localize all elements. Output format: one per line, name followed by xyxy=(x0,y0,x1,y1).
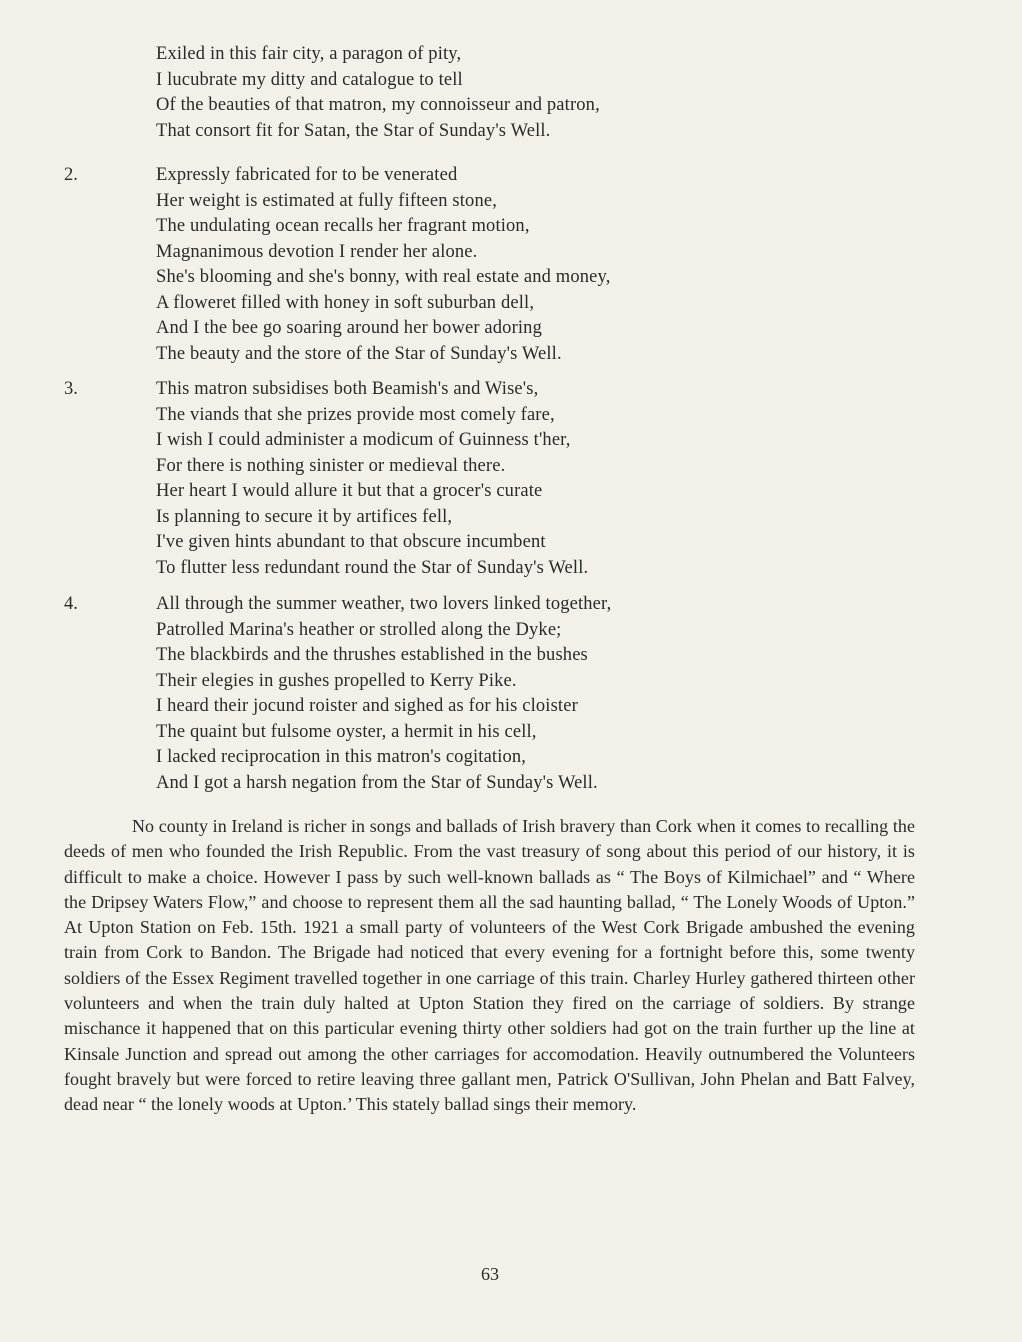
verse-line: Her heart I would allure it but that a grocer's curate xyxy=(156,481,543,501)
verse-line: The blackbirds and the thrushes established in the bushes xyxy=(156,645,588,665)
stanza-lines xyxy=(156,592,611,796)
verse-line: This matron subsidises both Beamish's and Wise's, xyxy=(156,379,539,399)
verse-line: I've given hints abundant to that obscure incumbent xyxy=(156,532,546,552)
stanza-lines xyxy=(156,163,610,367)
verse-line: A floweret filled with honey in soft suburban dell, xyxy=(156,292,535,313)
verse-line: For there is nothing sinister or medieval there. xyxy=(156,455,506,476)
verse-line: And I the bee go soaring around her bower adoring xyxy=(156,318,542,338)
verse-line: And I got a harsh negation from the Star of Sunday's Well. xyxy=(156,772,598,793)
verse-line: She's blooming and she's bonny, with real estate and money, xyxy=(156,267,611,287)
stanza-number: 2. xyxy=(64,165,78,185)
verse-line: That consort fit for Satan, the Star of Sunday's Well. xyxy=(156,120,551,141)
verse-line: All through the summer weather, two lovers linked together, xyxy=(156,594,612,614)
verse-line: Patrolled Marina's heather or strolled along the Dyke; xyxy=(156,619,562,640)
verse-line: To flutter less redundant round the Star of Sunday's Well. xyxy=(156,557,589,578)
verse-line: Exiled in this fair city, a paragon of pity, xyxy=(156,44,462,64)
verse-line: I lacked reciprocation in this matron's cogitation, xyxy=(156,747,527,767)
verse-line: Her weight is estimated at fully fifteen stone, xyxy=(156,190,497,211)
stanza-lines xyxy=(156,377,588,581)
verse-line: Magnanimous devotion I render her alone. xyxy=(156,241,478,262)
verse-line: Their elegies in gushes propelled to Kerry Pike. xyxy=(156,670,517,691)
verse-line: I wish I could administer a modicum of Guinness t'her, xyxy=(156,430,571,450)
verse-line: Is planning to secure it by artifices fell, xyxy=(156,506,453,527)
verse-line: The undulating ocean recalls her fragrant motion, xyxy=(156,216,530,236)
stanza-number: 4. xyxy=(64,594,78,614)
page-number: 63 xyxy=(481,1264,499,1284)
verse-line: Of the beauties of that matron, my connoisseur and patron, xyxy=(156,95,600,115)
verse-line: The viands that she prizes provide most comely fare, xyxy=(156,404,555,425)
verse-line: I lucubrate my ditty and catalogue to tell xyxy=(156,69,463,90)
verse-line: The quaint but fulsome oyster, a hermit in his cell, xyxy=(156,721,537,742)
stanza-lines xyxy=(156,42,600,144)
verse-line: I heard their jocund roister and sighed as for his cloister xyxy=(156,696,578,716)
verse-line: Expressly fabricated for to be venerated xyxy=(156,165,458,185)
stanza-number: 3. xyxy=(64,379,78,399)
prose-paragraph: No county in Ireland is richer in songs and ballads of Irish bravery than Cork when it comes to recalling the deeds of men who founded the Irish Republic. From the vast treasury of song about this period of our history, it is difficult to make a choice. However I pass by such well-known ballads as “ The Boys of Kilmichael” and “ Where the Dripsey Waters Flow,” and choose to represent them all the sad haunting ballad, “ The Lonely Woods of Upton.” At Upton Station on Feb. 15th. 1921 a small party of volunteers of the West Cork Brigade ambushed the evening train from Cork to Bandon. The Brigade had noticed that every evening for a fortnight before this, some twenty soldiers of the Essex Regiment travelled together in one carriage of this train. Charley Hurley gathered thirteen other volunteers and when the train duly halted at Upton Station they fired on the carriage of soldiers. By strange mischance it happened that on this particular evening thirty other soldiers had got on the train further up the line at Kinsale Junction and spread out among the other carriages for accomodation. Heavily outnumbered the Volunteers fought bravely but were forced to retire leaving three gallant men, Patrick O'Sullivan, John Phelan and Batt Falvey, dead near “ the lonely woods at Upton.’ This stately ballad sings their memory. xyxy=(64,816,915,1115)
verse-line: The beauty and the store of the Star of Sunday's Well. xyxy=(156,343,562,364)
